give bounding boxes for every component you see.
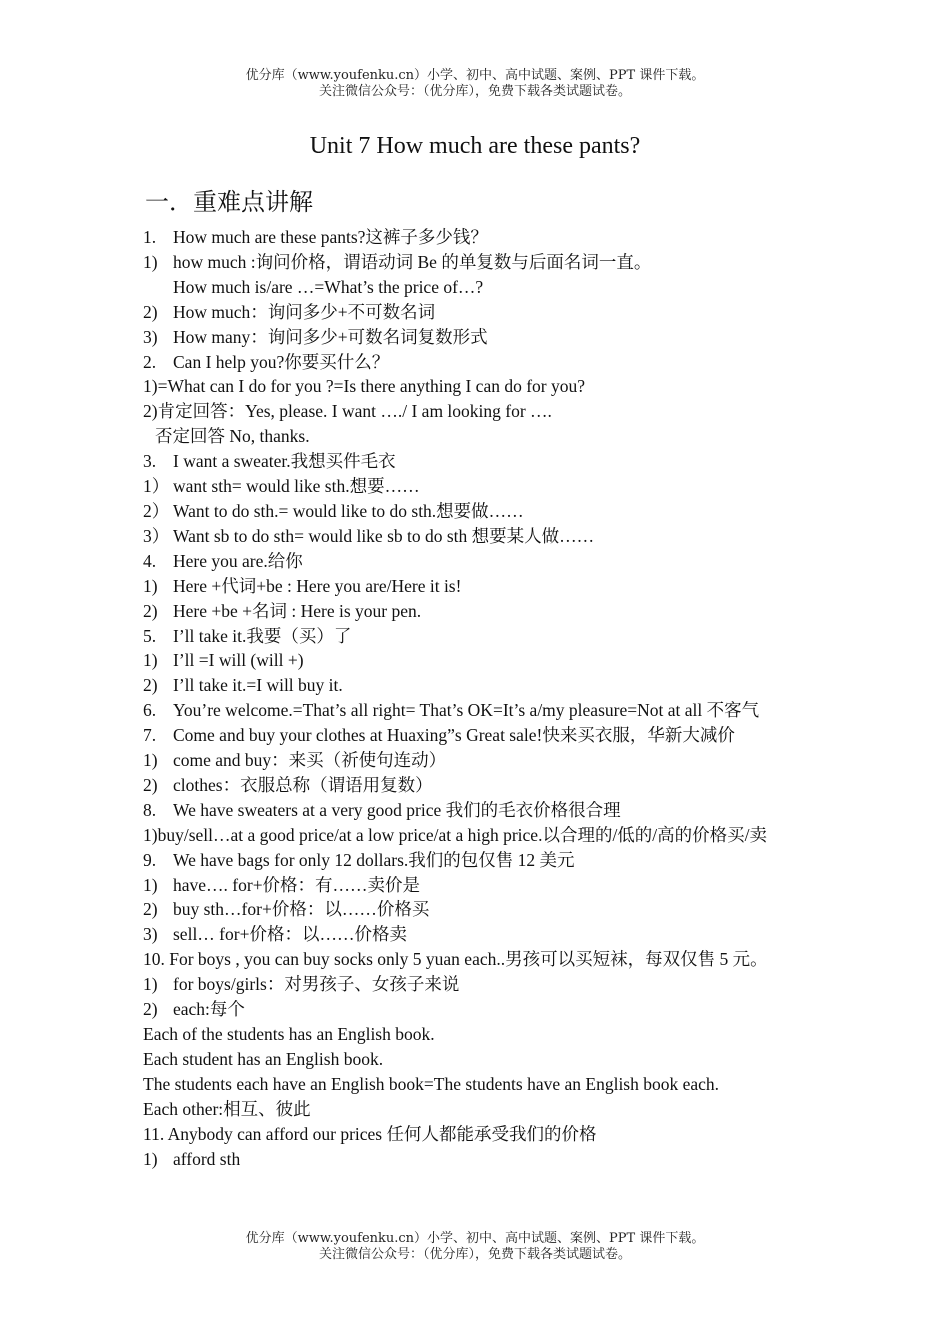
- item-text: How many：询问多少+可数名词复数形式: [173, 326, 488, 347]
- item-text: How much is/are …=What’s the price of…?: [173, 276, 484, 297]
- item-number: 1）: [143, 476, 170, 497]
- item-text: Each student has an English book.: [143, 1048, 384, 1069]
- text-line: [143, 350, 833, 375]
- text-line: [143, 823, 833, 848]
- item-text: Each other:相互、彼此: [143, 1098, 311, 1119]
- text-line: [143, 624, 833, 649]
- item-number: 1): [143, 575, 158, 596]
- text-line: [143, 972, 833, 997]
- item-number: 6.: [143, 700, 157, 721]
- item-text: 1)buy/sell…at a good price/at a low price/at a high price.以合理的/低的/高的价格买/卖: [143, 824, 768, 845]
- item-text: sell… for+价格：以……价格卖: [173, 924, 407, 945]
- item-number: 1.: [143, 227, 157, 247]
- item-text: how much :询问价格，谓语动词 Be 的单复数与后面名词一直。: [173, 251, 652, 272]
- item-number: 9.: [143, 849, 157, 870]
- item-number: 2): [143, 301, 158, 322]
- text-line: [143, 574, 833, 599]
- document-body: [143, 225, 833, 1171]
- item-text: 1)=What can I do for you ?=Is there anything I can do for you?: [143, 376, 586, 397]
- item-text: How much are these pants?这裤子多少钱？: [173, 227, 488, 247]
- footer-line-2: 关注微信公众号：（优分库），免费下载各类试题试卷。: [318, 1247, 631, 1262]
- item-number: 3）: [143, 525, 170, 546]
- item-number: 5.: [143, 625, 157, 646]
- text-line: [143, 997, 833, 1022]
- item-number: 3.: [143, 451, 157, 472]
- item-number: 1): [143, 650, 158, 671]
- item-number: 3): [143, 924, 158, 945]
- item-number: 2): [143, 675, 158, 696]
- text-line: [143, 325, 833, 350]
- item-text: 2)肯定回答：Yes, please. I want …./ I am looking for ….: [143, 401, 552, 422]
- text-line: [143, 648, 833, 673]
- item-text: Come and buy your clothes at Huaxing”s Great sale!快来买衣服，华新大减价: [173, 725, 735, 746]
- text-line: [143, 424, 833, 449]
- item-text: buy sth…for+价格：以……价格买: [173, 899, 430, 920]
- text-line: [143, 374, 833, 399]
- item-number: 3): [143, 326, 158, 347]
- text-line: [143, 300, 833, 325]
- item-number: 1): [143, 1148, 158, 1169]
- item-text: I want a sweater.我想买件毛衣: [173, 451, 396, 472]
- item-text: How much：询问多少+不可数名词: [173, 301, 436, 322]
- text-line: [143, 474, 833, 499]
- text-line: [143, 723, 833, 748]
- text-line: [143, 499, 833, 524]
- text-line: [143, 549, 833, 574]
- text-line: [143, 1122, 833, 1147]
- item-number: 8.: [143, 799, 157, 820]
- item-number: 1): [143, 974, 158, 995]
- item-text: Here +be +名词 : Here is your pen.: [173, 600, 422, 621]
- page-header: [0, 68, 950, 100]
- text-line: [143, 922, 833, 947]
- item-text: each:每个: [173, 999, 245, 1020]
- item-text: I’ll =I will (will +): [173, 650, 304, 671]
- text-line: [143, 848, 833, 873]
- item-text: Can I help you?你要买什么？: [173, 351, 390, 372]
- text-line: [143, 947, 833, 972]
- text-line: [143, 449, 833, 474]
- document-title: Unit 7 How much are these pants?: [309, 133, 641, 159]
- item-text: Here +代词+be : Here you are/Here it is!: [173, 575, 462, 596]
- text-line: [143, 1022, 833, 1047]
- text-line: [143, 399, 833, 424]
- item-number: 2): [143, 899, 158, 920]
- item-text: Want to do sth.= would like to do sth.想要做……: [173, 500, 524, 521]
- text-line: [143, 748, 833, 773]
- text-line: [143, 673, 833, 698]
- item-text: for boys/girls：对男孩子、女孩子来说: [173, 974, 460, 995]
- item-text: have…. for+价格：有……卖价是: [173, 874, 421, 895]
- item-number: 1): [143, 874, 158, 895]
- footer-line-1: 优分库（www.youfenku.cn）小学、初中、高中试题、案例、PPT 课件下载。: [245, 1231, 705, 1246]
- page-footer: [0, 1231, 950, 1263]
- text-line: [143, 1047, 833, 1072]
- text-line: [143, 873, 833, 898]
- item-number: 4.: [143, 550, 157, 571]
- text-line: [143, 275, 833, 300]
- item-number: 1): [143, 251, 158, 272]
- item-number: 2): [143, 999, 158, 1020]
- item-text: I’ll take it.=I will buy it.: [173, 675, 343, 696]
- text-line: [143, 225, 833, 250]
- item-text: 11. Anybody can afford our prices 任何人都能承受我们的价格: [143, 1123, 597, 1144]
- item-text: You’re welcome.=That’s all right= That’s OK=It’s a/my pleasure=Not at all 不客气: [173, 700, 760, 721]
- item-text: 10. For boys , you can buy socks only 5 yuan each..男孩可以买短袜，每双仅售 5 元。: [143, 949, 768, 970]
- text-line: [143, 798, 833, 823]
- item-number: 2): [143, 600, 158, 621]
- section-heading: 一．重难点讲解: [145, 188, 313, 216]
- item-text: want sth= would like sth.想要……: [173, 476, 420, 497]
- text-line: [143, 1097, 833, 1122]
- item-text: Want sb to do sth= would like sb to do sth 想要某人做……: [173, 525, 595, 546]
- item-text: afford sth: [173, 1148, 241, 1169]
- text-line: [143, 773, 833, 798]
- item-text: We have bags for only 12 dollars.我们的包仅售 12 美元: [173, 849, 575, 870]
- text-line: [143, 1072, 833, 1097]
- item-number: 2.: [143, 351, 157, 372]
- item-text: I’ll take it.我要（买）了: [173, 625, 352, 646]
- text-line: [143, 524, 833, 549]
- text-line: [143, 698, 833, 723]
- item-text: Here you are.给你: [173, 550, 303, 571]
- text-line: [143, 1147, 833, 1172]
- item-text: come and buy：来买（祈使句连动）: [173, 750, 447, 771]
- header-line-2: 关注微信公众号：（优分库），免费下载各类试题试卷。: [318, 84, 631, 99]
- text-line: [143, 599, 833, 624]
- item-number: 7.: [143, 725, 157, 746]
- header-line-1: 优分库（www.youfenku.cn）小学、初中、高中试题、案例、PPT 课件下载。: [245, 68, 705, 83]
- item-number: 2): [143, 774, 158, 795]
- item-number: 1): [143, 750, 158, 771]
- item-text: Each of the students has an English book.: [143, 1024, 435, 1044]
- text-line: [143, 897, 833, 922]
- item-text: The students each have an English book=The students have an English book each.: [143, 1073, 720, 1094]
- text-line: [143, 250, 833, 275]
- item-number: 2）: [143, 500, 170, 521]
- item-text: 否定回答 No, thanks.: [155, 426, 310, 447]
- item-text: clothes：衣服总称（谓语用复数）: [173, 774, 433, 795]
- item-text: We have sweaters at a very good price 我们的毛衣价格很合理: [173, 799, 621, 820]
